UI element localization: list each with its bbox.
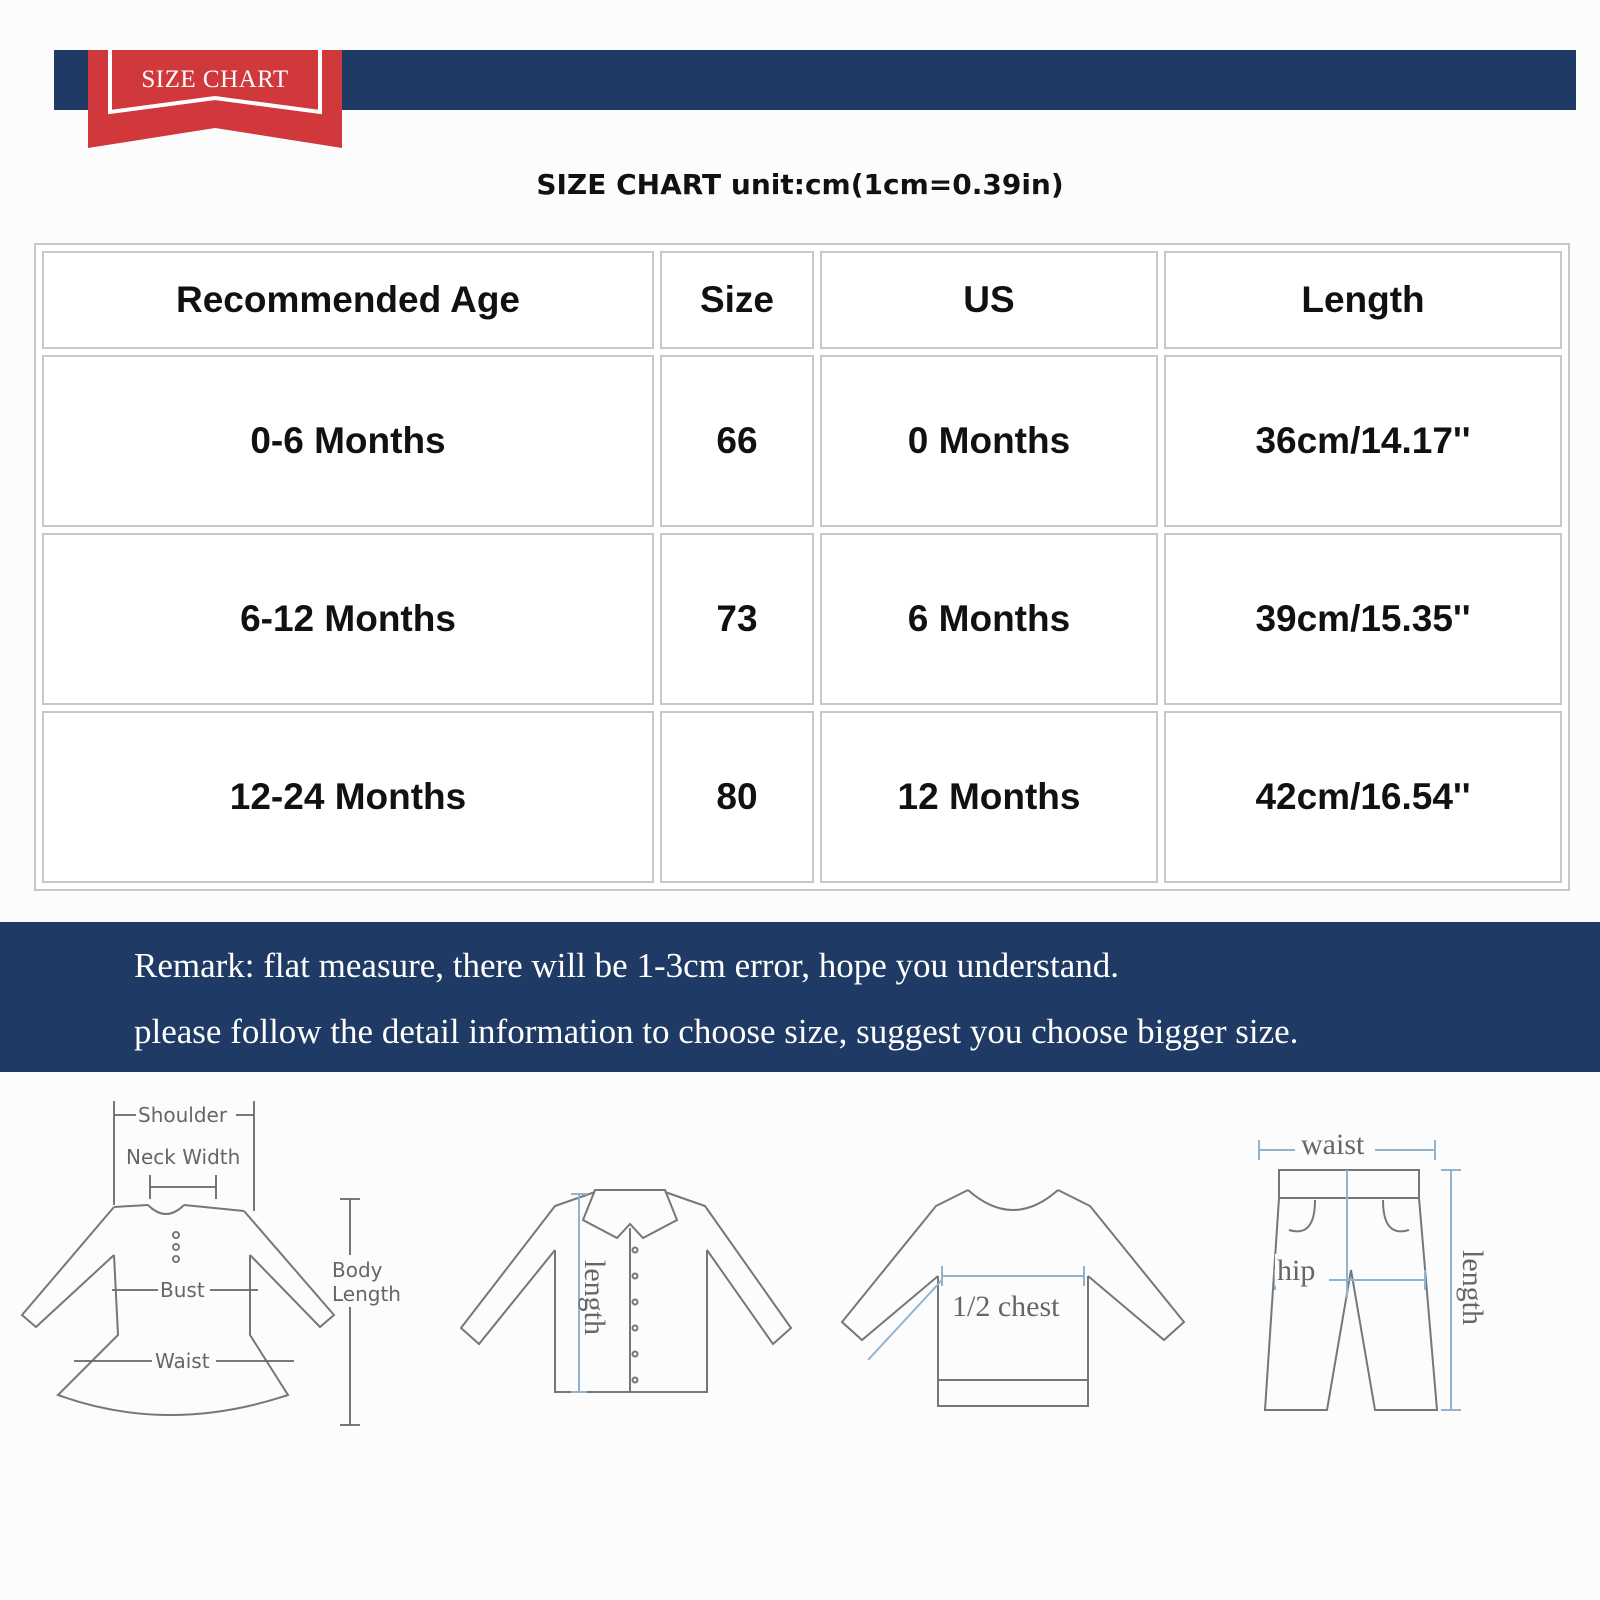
table-row: [42, 355, 1562, 527]
pants-diagram: [1255, 1120, 1489, 1430]
ribbon-label: SIZE CHART: [141, 66, 289, 93]
size-table: [34, 243, 1570, 891]
dress-bust-label: Bust: [160, 1278, 205, 1302]
shirt-diagram: [455, 1180, 805, 1410]
cell-size: 66: [660, 355, 814, 527]
cell-us: 0 Months: [820, 355, 1158, 527]
header-us: US: [820, 251, 1158, 349]
table-header-row: [42, 251, 1562, 349]
pants-length-label: length: [1456, 1250, 1489, 1325]
remark-line-1: Remark: flat measure, there will be 1-3cm error, hope you understand.: [134, 946, 1120, 985]
cell-us: 12 Months: [820, 711, 1158, 883]
dress-length-label: Length: [332, 1282, 401, 1306]
cell-age: 6-12 Months: [42, 533, 654, 705]
table-row: [42, 711, 1562, 883]
remark-band: [0, 922, 1600, 1072]
dress-shoulder-label: Shoulder: [138, 1103, 228, 1127]
header-recommended-age: Recommended Age: [42, 251, 654, 349]
cell-length: 36cm/14.17'': [1164, 355, 1562, 527]
table-row: [42, 533, 1562, 705]
header-length: Length: [1164, 251, 1562, 349]
cell-length: 42cm/16.54'': [1164, 711, 1562, 883]
dress-diagram: [18, 1095, 418, 1445]
cell-age: 0-6 Months: [42, 355, 654, 527]
cell-age: 12-24 Months: [42, 711, 654, 883]
sweater-chest-label: 1/2 chest: [952, 1290, 1060, 1323]
size-chart-ribbon: [88, 50, 342, 150]
cell-size: 73: [660, 533, 814, 705]
pants-hip-label: hip: [1277, 1254, 1316, 1287]
dress-body-label: Body: [332, 1258, 383, 1282]
cell-length: 39cm/15.35'': [1164, 533, 1562, 705]
sweater-diagram: [838, 1180, 1188, 1410]
pants-waist-label: waist: [1301, 1128, 1365, 1161]
cell-us: 6 Months: [820, 533, 1158, 705]
shirt-length-label: length: [578, 1260, 611, 1335]
dress-neck-width-label: Neck Width: [126, 1145, 241, 1169]
cell-size: 80: [660, 711, 814, 883]
header-size: Size: [660, 251, 814, 349]
remark-line-2: please follow the detail information to choose size, suggest you choose bigger size.: [134, 1012, 1299, 1051]
chart-title: SIZE CHART unit:cm(1cm=0.39in): [536, 168, 1064, 201]
dress-waist-label: Waist: [155, 1349, 210, 1373]
